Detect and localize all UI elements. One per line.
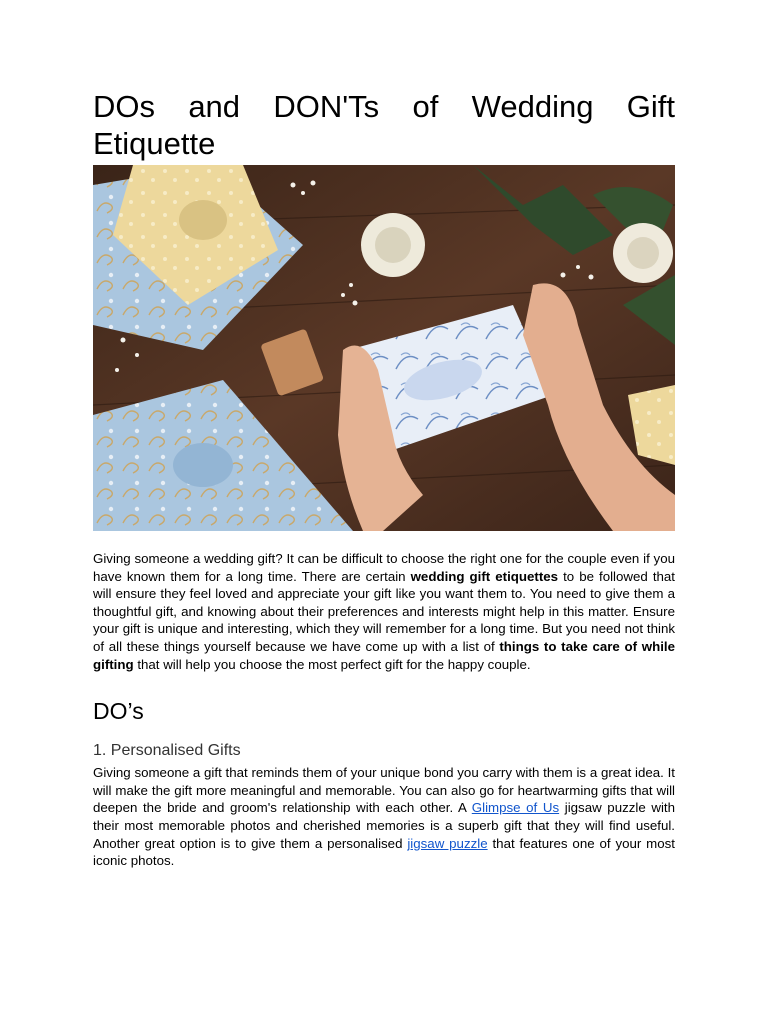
section-heading-dos: DO’s	[93, 698, 144, 725]
intro-text-1: Giving someone a wedding gift? It can be difficult to choose the right one for the couple even if you have known them for a long time. There are certain	[93, 551, 675, 584]
subheading-personalised-gifts: 1. Personalised Gifts	[93, 742, 241, 760]
gift-photo-illustration	[93, 165, 675, 531]
intro-text-3: that will help you choose the most perfect gift for the happy couple.	[133, 656, 531, 672]
intro-text-2: to be followed that will ensure they feel loved and appreciate your gift like you want them to. You need to give them a thoughtful gift, and knowing about their preferences and interests might help in this matter. Ensure your gift is unique and interesting, which they will remember for a long time. But you need not think of all these things yourself because we have come up with a list of	[93, 568, 675, 654]
intro-bold-2: things to take care of while gifting	[93, 638, 675, 672]
p2-text-2: jigsaw puzzle with their most memorable photos and cherished memories is a superb gift that they will find useful. Another great option is to give them a personalised	[93, 800, 675, 851]
intro-paragraph	[93, 550, 675, 673]
personalised-gifts-paragraph	[93, 764, 675, 870]
p2-text-1: Giving someone a gift that reminds them of your unique bond you carry with them is a great idea. It will make the gift more meaningful and memorable. You can also go for heartwarming gifts that will deepen the bride and groom's relationship with each other. A	[93, 765, 675, 816]
document-page	[93, 88, 675, 870]
glimpse-of-us-link[interactable]: Glimpse of Us	[471, 800, 560, 816]
p2-text-3: that features one of your most iconic photos.	[93, 835, 675, 869]
hero-image	[93, 165, 675, 531]
jigsaw-puzzle-link[interactable]: jigsaw puzzle	[407, 835, 488, 851]
intro-bold-1: wedding gift etiquettes	[410, 568, 559, 584]
page-title: DOs and DON'Ts of Wedding Gift Etiquette	[93, 89, 675, 161]
